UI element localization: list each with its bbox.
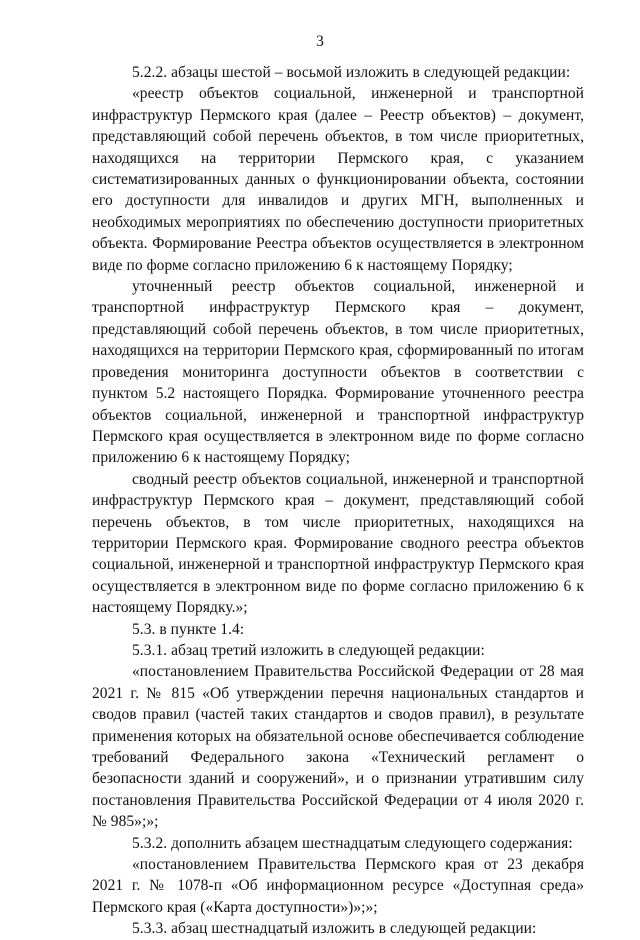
document-body — [92, 62, 584, 940]
paragraph-5-3-1: 5.3.1. абзац третий изложить в следующей редакции: — [132, 641, 485, 659]
paragraph-government-decree-815: «постановлением Правительства Российской Федерации от 28 мая 2021 г. № 815 «Об утверждении перечня национальных стандартов и сводов правил (частей таких стандартов и сводов правил), в результате применения которых на обязательной основе обеспечивается соблюдение требований Федерального закона «Технический регламент о безопасности зданий и сооружений», и о признании утратившим силу постановления Правительства Российской Федерации от 4 июля 2020 г. № 985»;»; — [92, 663, 584, 831]
paragraph-registry-objects: «реестр объектов социальной, инженерной и транспортной инфраструктур Пермского края (далее – Реестр объектов) – документ, представляющий собой перечень объектов, в том числе приоритетных, находящихся на территории Пермского края, с указанием систематизированных данных о функционировании объекта, состоянии его доступности для инвалидов и других МГН, выполненных и необходимых мероприятиях по обеспечению доступности приоритетных объекта. Формирование Реестра объектов осуществляется в электронном виде по форме согласно приложению 6 к настоящему Порядку; — [92, 85, 584, 274]
paragraph-refined-registry: уточненный реестр объектов социальной, инженерной и транспортной инфраструктур Пермского края – документ, представляющий собой перечень объектов, в том числе приоритетных, находящихся на территории Пермского края, сформированный по итогам проведения мониторинга доступности объектов в соответствии с пунктом 5.2 настоящего Порядка. Формирование уточненного реестра объектов социальной, инженерной и транспортной инфраструктур Пермского края осуществляется в электронном виде по форме согласно приложению 6 к настоящему Порядку; — [92, 278, 584, 467]
paragraph-5-2-2: 5.2.2. абзацы шестой – восьмой изложить в следующей редакции: — [132, 64, 571, 81]
paragraph-5-3-2: 5.3.2. дополнить абзацем шестнадцатым следующего содержания: — [132, 834, 573, 852]
page-number: 3 — [316, 33, 324, 50]
paragraph-5-3-3: 5.3.3. абзац шестнадцатый изложить в следующей редакции: — [132, 920, 537, 938]
paragraph-5-3: 5.3. в пункте 1.4: — [132, 620, 245, 638]
paragraph-summary-registry: сводный реестр объектов социальной, инженерной и транспортной инфраструктур Пермского края – документ, представляющий собой перечень объектов, в том числе приоритетных, находящихся на территории Пермского края. Формирование сводного реестра объектов социальной, инженерной и транспортной инфраструктур Пермского края осуществляется в электронном виде по форме согласно приложению 6 к настоящему Порядку.»; — [92, 470, 584, 617]
paragraph-perm-decree-1078: «постановлением Правительства Пермского края от 23 декабря 2021 г. № 1078-п «Об информационном ресурсе «Доступная среда» Пермского края («Карта доступности»)»;»; — [92, 856, 584, 916]
